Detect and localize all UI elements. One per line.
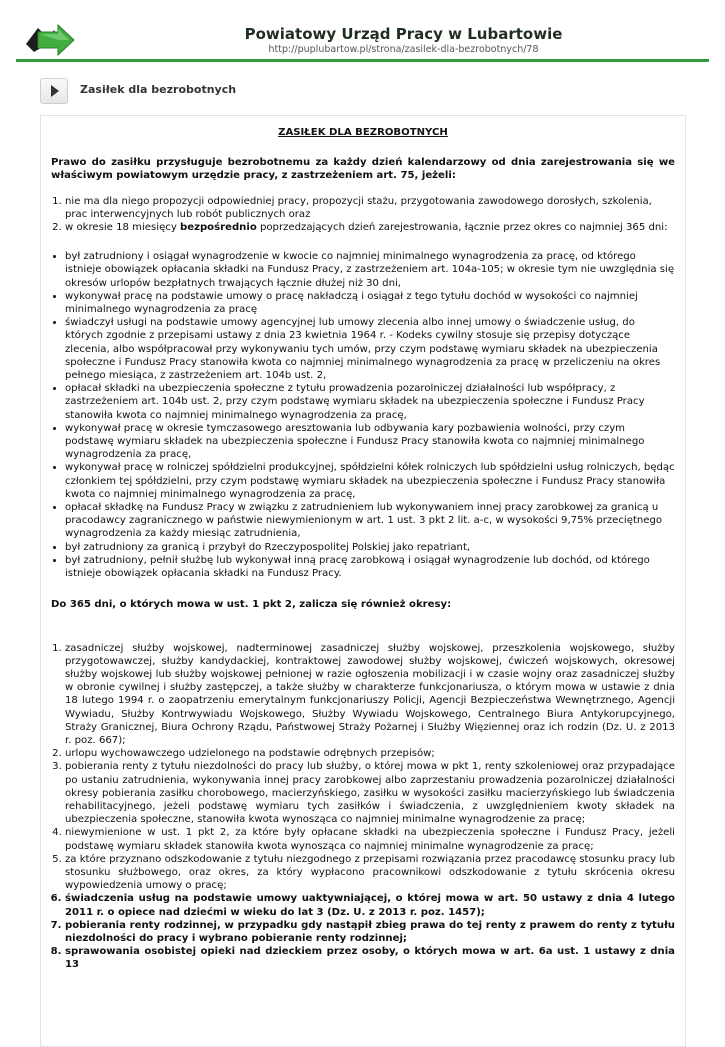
list-item: • był zatrudniony za granicą i przybył do Rzeczypospolitej Polskiej jako repatriant, [65, 541, 675, 554]
list-item: 3. pobierania renty z tytułu niezdolności do pracy lub służby, o której mowa w pkt 1, renty szkoleniowej oraz przypadające po ustaniu zatrudnienia, wykonywania innej pracy zarobkowej albo zaprzestaniu prowadzenia pozarolniczej działalności okresy pobierania zasiłku chorobowego, macierzyńskiego, zasiłku w wysokości zasiłku macierzyńskiego lub świadczenia rehabilitacyjnego, jeżeli podstawę wymiaru tych zasiłków i świadczenia, z uwzględnieniem kwoty składek na ubezpieczenia społeczne, stanowiła kwota wynosząca co najmniej minimalne wynagrodzenie za pracę; [65, 760, 675, 826]
list-item: • wykonywał pracę na podstawie umowy o pracę nakładczą i osiągał z tego tytułu dochód w wysokości co najmniej minimalnego wynagrodzenia za pracę [65, 290, 675, 316]
list-item: • wykonywał pracę w rolniczej spółdzielni produkcyjnej, spółdzielni kółek rolniczych lub spółdzielni usług rolniczych, będąc członkiem tej spółdzielni, przy czym podstawę wymiaru składek na ubezpieczenia społeczne i Fundusz Pracy stanowiła kwota co najmniej minimalnego wynagrodzenia za pracę, [65, 461, 675, 501]
arrow-logo-icon[interactable] [24, 18, 76, 58]
employment-bullets [51, 250, 675, 580]
list-item: 8. sprawowania osobistej opieki nad dzieckiem przez osoby, o których mowa w art. 6a ust. 1 ustawy z dnia 13 [65, 945, 675, 971]
list-item: • opłacał składki na ubezpieczenia społeczne z tytułu prowadzenia pozarolniczej działalności lub współpracy, z zastrzeżeniem art. 104b ust. 2, przy czym podstawę wymiaru składek na ubezpieczenia społeczne i Fundusz Pracy stanowiła kwota co najmniej minimalnego wynagrodzenia za pracę, [65, 382, 675, 422]
list-item: 2. urlopu wychowawczego udzielonego na podstawie odrębnych przepisów; [65, 747, 675, 760]
conditions-list [51, 195, 675, 235]
lead-paragraph: Prawo do zasiłku przysługuje bezrobotnemu za każdy dzień kalendarzowy od dnia zarejestrowania się we właściwym powiatowym urzędzie pracy, z zastrzeżeniem art. 75, jeżeli: [51, 157, 675, 182]
page-url[interactable]: http://puplubartow.pl/strona/zasilek-dla-bezrobotnych/78 [268, 44, 539, 55]
list-item: • opłacał składkę na Fundusz Pracy w związku z zatrudnieniem lub wykonywaniem innej pracy zarobkowej za granicą u pracodawcy zagranicznego w państwie niewymienionym w art. 1 ust. 3 pkt 2 lit. a-c, w wysokości 9,75% przeciętnego wynagrodzenia za każdy miesiąc zatrudnienia, [65, 501, 675, 541]
list-item: • był zatrudniony i osiągał wynagrodzenie w kwocie co najmniej minimalnego wynagrodzenia za pracę, od którego istnieje obowiązek opłacania składki na Fundusz Pracy, z zastrzeżeniem art. 104a-105; w okresie tym nie uwzględnia się okresów urlopów bezpłatnych trwających łącznie dłużej niż 30 dni, [65, 250, 675, 290]
list-item: • był zatrudniony, pełnił służbę lub wykonywał inną pracę zarobkową i osiągał wynagrodzenie lub dochód, od którego istnieje obowiązek opłacania składki na Fundusz Pracy. [65, 554, 675, 580]
condition-text: poprzedzających dzień zarejestrowania, łącznie przez okres co najmniej 365 dni: [256, 222, 668, 234]
document-body [51, 126, 675, 972]
list-item [65, 221, 675, 234]
condition-text: w okresie 18 miesięcy [65, 222, 181, 234]
list-item: 6. świadczenia usług na podstawie umowy uaktywniającej, o której mowa w art. 50 ustawy z dnia 4 lutego 2011 r. o opiece nad dziećmi w wieku do lat 3 (Dz. U. z 2013 r. poz. 1457); [65, 892, 675, 918]
list-item: 4. niewymienione w ust. 1 pkt 2, za które były opłacane składki na ubezpieczenia społeczne i Fundusz Pracy, jeżeli podstawę wymiaru składek stanowiła kwota wynosząca co najmniej minimalne wynagrodzenie za pracę; [65, 826, 675, 852]
list-item: • wykonywał pracę w okresie tymczasowego aresztowania lub odbywania kary pozbawienia wolności, przy czym podstawę wymiaru składek na ubezpieczenia społeczne i Fundusz Pracy stanowiła kwota co najmniej minimalnego wynagrodzenia za pracę, [65, 422, 675, 462]
list-item: 7. pobierania renty rodzinnej, w przypadku gdy nastąpił zbieg prawa do tej renty z prawem do renty z tytułu niezdolności do pracy i wybrano pobieranie renty rodzinnej; [65, 919, 675, 945]
section-heading: Do 365 dni, o których mowa w ust. 1 pkt 2, zalicza się również okresy: [51, 599, 452, 611]
play-arrow-icon[interactable] [40, 78, 68, 104]
list-item: 1. zasadniczej służby wojskowej, nadterminowej zasadniczej służby wojskowej, przeszkolenia wojskowego, służby przygotowawczej, służby kandydackiej, kontraktowej zawodowej służby wojskowej, ćwiczeń wojskowych, okresowej służby wojskowej lub służby wojskowej pełnionej w razie ogłoszenia mobilizacji i w czasie wojny oraz zasadniczej służby w obronie cywilnej i służby zastępczej, a także służby w charakterze funkcjonariusza, o którym mowa w ustawie z dnia 18 lutego 1994 r. o zaopatrzeniu emerytalnym funkcjonariuszy Policji, Agencji Bezpieczeństwa Wewnętrznego, Agencji Wywiadu, Służby Kontrwywiadu Wojskowego, Służby Wywiadu Wojskowego, Centralnego Biura Antykorupcyjnego, Straży Granicznej, Biura Ochrony Rządu, Państwowej Straży Pożarnej i Służby Więziennej oraz ich rodzin (Dz. U. z 2013 r. poz. 667); [65, 642, 675, 748]
site-title[interactable]: Powiatowy Urząd Pracy w Lubartowie [244, 25, 563, 43]
document-title: ZASIŁEK DLA BEZROBOTNYCH [278, 127, 448, 138]
list-item: 5. za które przyznano odszkodowanie z tytułu niezgodnego z przepisami rozwiązania przez pracodawcę stosunku pracy lub stosunku służbowego, oraz okres, za który wypłacono pracownikowi odszkodowanie z tytułu skrócenia okresu wypowiedzenia umowy o pracę; [65, 853, 675, 893]
list-item: 1. nie ma dla niego propozycji odpowiedniej pracy, propozycji stażu, przygotowania zawodowego dorosłych, szkolenia, prac interwencyjnych lub robót publicznych oraz [65, 195, 675, 221]
condition-emphasis: bezpośrednio [180, 222, 257, 234]
page-title: Zasiłek dla bezrobotnych [80, 83, 237, 96]
periods-list [51, 642, 675, 972]
site-header [0, 0, 725, 64]
header-divider [16, 59, 709, 62]
content-panel [40, 115, 686, 1047]
list-item: • świadczył usługi na podstawie umowy agencyjnej lub umowy zlecenia albo innej umowy o świadczenie usług, do których zgodnie z przepisami ustawy z dnia 23 kwietnia 1964 r. - Kodeks cywilny stosuje się przepisy dotyczące zlecenia, albo współpracował przy wykonywaniu tych umów, przy czym podstawę wymiaru składek na ubezpieczenia społeczne i Fundusz Pracy stanowiła kwota co najmniej minimalnego wynagrodzenia za pracę w przeliczeniu na okres pełnego miesiąca, z zastrzeżeniem art. 104b ust. 2, [65, 316, 675, 382]
